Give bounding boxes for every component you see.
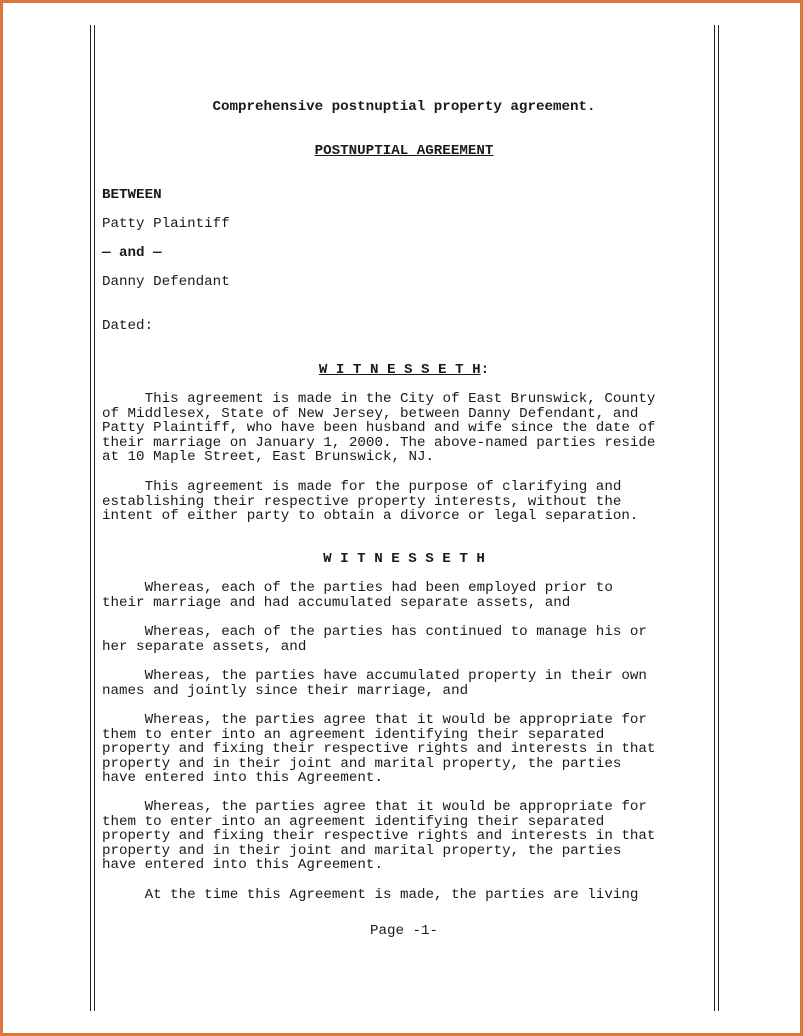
whereas-clause-4: Whereas, the parties agree that it would be appropriate for them to enter into an agreement identifying their separated property and fixing their respective rights and interests in that property and in their joint and marital property, the parties have entered into this Agreement.	[102, 712, 656, 787]
between-label: BETWEEN	[102, 187, 162, 203]
agreement-title: POSTNUPTIAL AGREEMENT	[314, 143, 494, 159]
document-top-title: Comprehensive postnuptial property agreement.	[212, 99, 596, 115]
right-margin-rule-inner	[714, 25, 715, 1011]
paragraph-living: At the time this Agreement is made, the parties are living	[102, 887, 639, 903]
witnesseth-heading-2: W I T N E S S E T H	[323, 551, 485, 567]
party-two-name: Danny Defendant	[102, 274, 230, 290]
paragraph-purpose: This agreement is made for the purpose of clarifying and establishing their respective property interests, without the intent of either party to obtain a divorce or legal separation.	[102, 479, 639, 525]
right-margin-rule	[718, 25, 719, 1011]
party-one-name: Patty Plaintiff	[102, 216, 230, 232]
left-margin-rule-inner	[94, 25, 95, 1011]
page-number: Page -1-	[369, 923, 439, 939]
whereas-clause-1: Whereas, each of the parties had been employed prior to their marriage and had accumulated separate assets, and	[102, 580, 613, 611]
paragraph-location: This agreement is made in the City of East Brunswick, County of Middlesex, State of New Jersey, between Danny Defendant, and Patty Plaintiff, who have been husband and wife since the date of their marriage on January 1, 2000. The above-named parties reside at 10 Maple Street, East Brunswick, NJ.	[102, 391, 656, 466]
whereas-clause-5: Whereas, the parties agree that it would be appropriate for them to enter into an agreement identifying their separated property and fixing their respective rights and interests in that property and in their joint and marital property, the parties have entered into this Agreement.	[102, 799, 656, 874]
witnesseth-heading-1-text: W I T N E S S E T H	[318, 362, 481, 378]
witnesseth-heading-1-colon: :	[480, 362, 490, 378]
witnesseth-heading-1	[95, 363, 713, 378]
and-separator: — and —	[102, 245, 162, 261]
whereas-clause-3: Whereas, the parties have accumulated property in their own names and jointly since their marriage, and	[102, 668, 647, 699]
dated-label: Dated:	[102, 318, 154, 334]
whereas-clause-2: Whereas, each of the parties has continued to manage his or her separate assets, and	[102, 624, 647, 655]
left-margin-rule	[90, 25, 91, 1011]
